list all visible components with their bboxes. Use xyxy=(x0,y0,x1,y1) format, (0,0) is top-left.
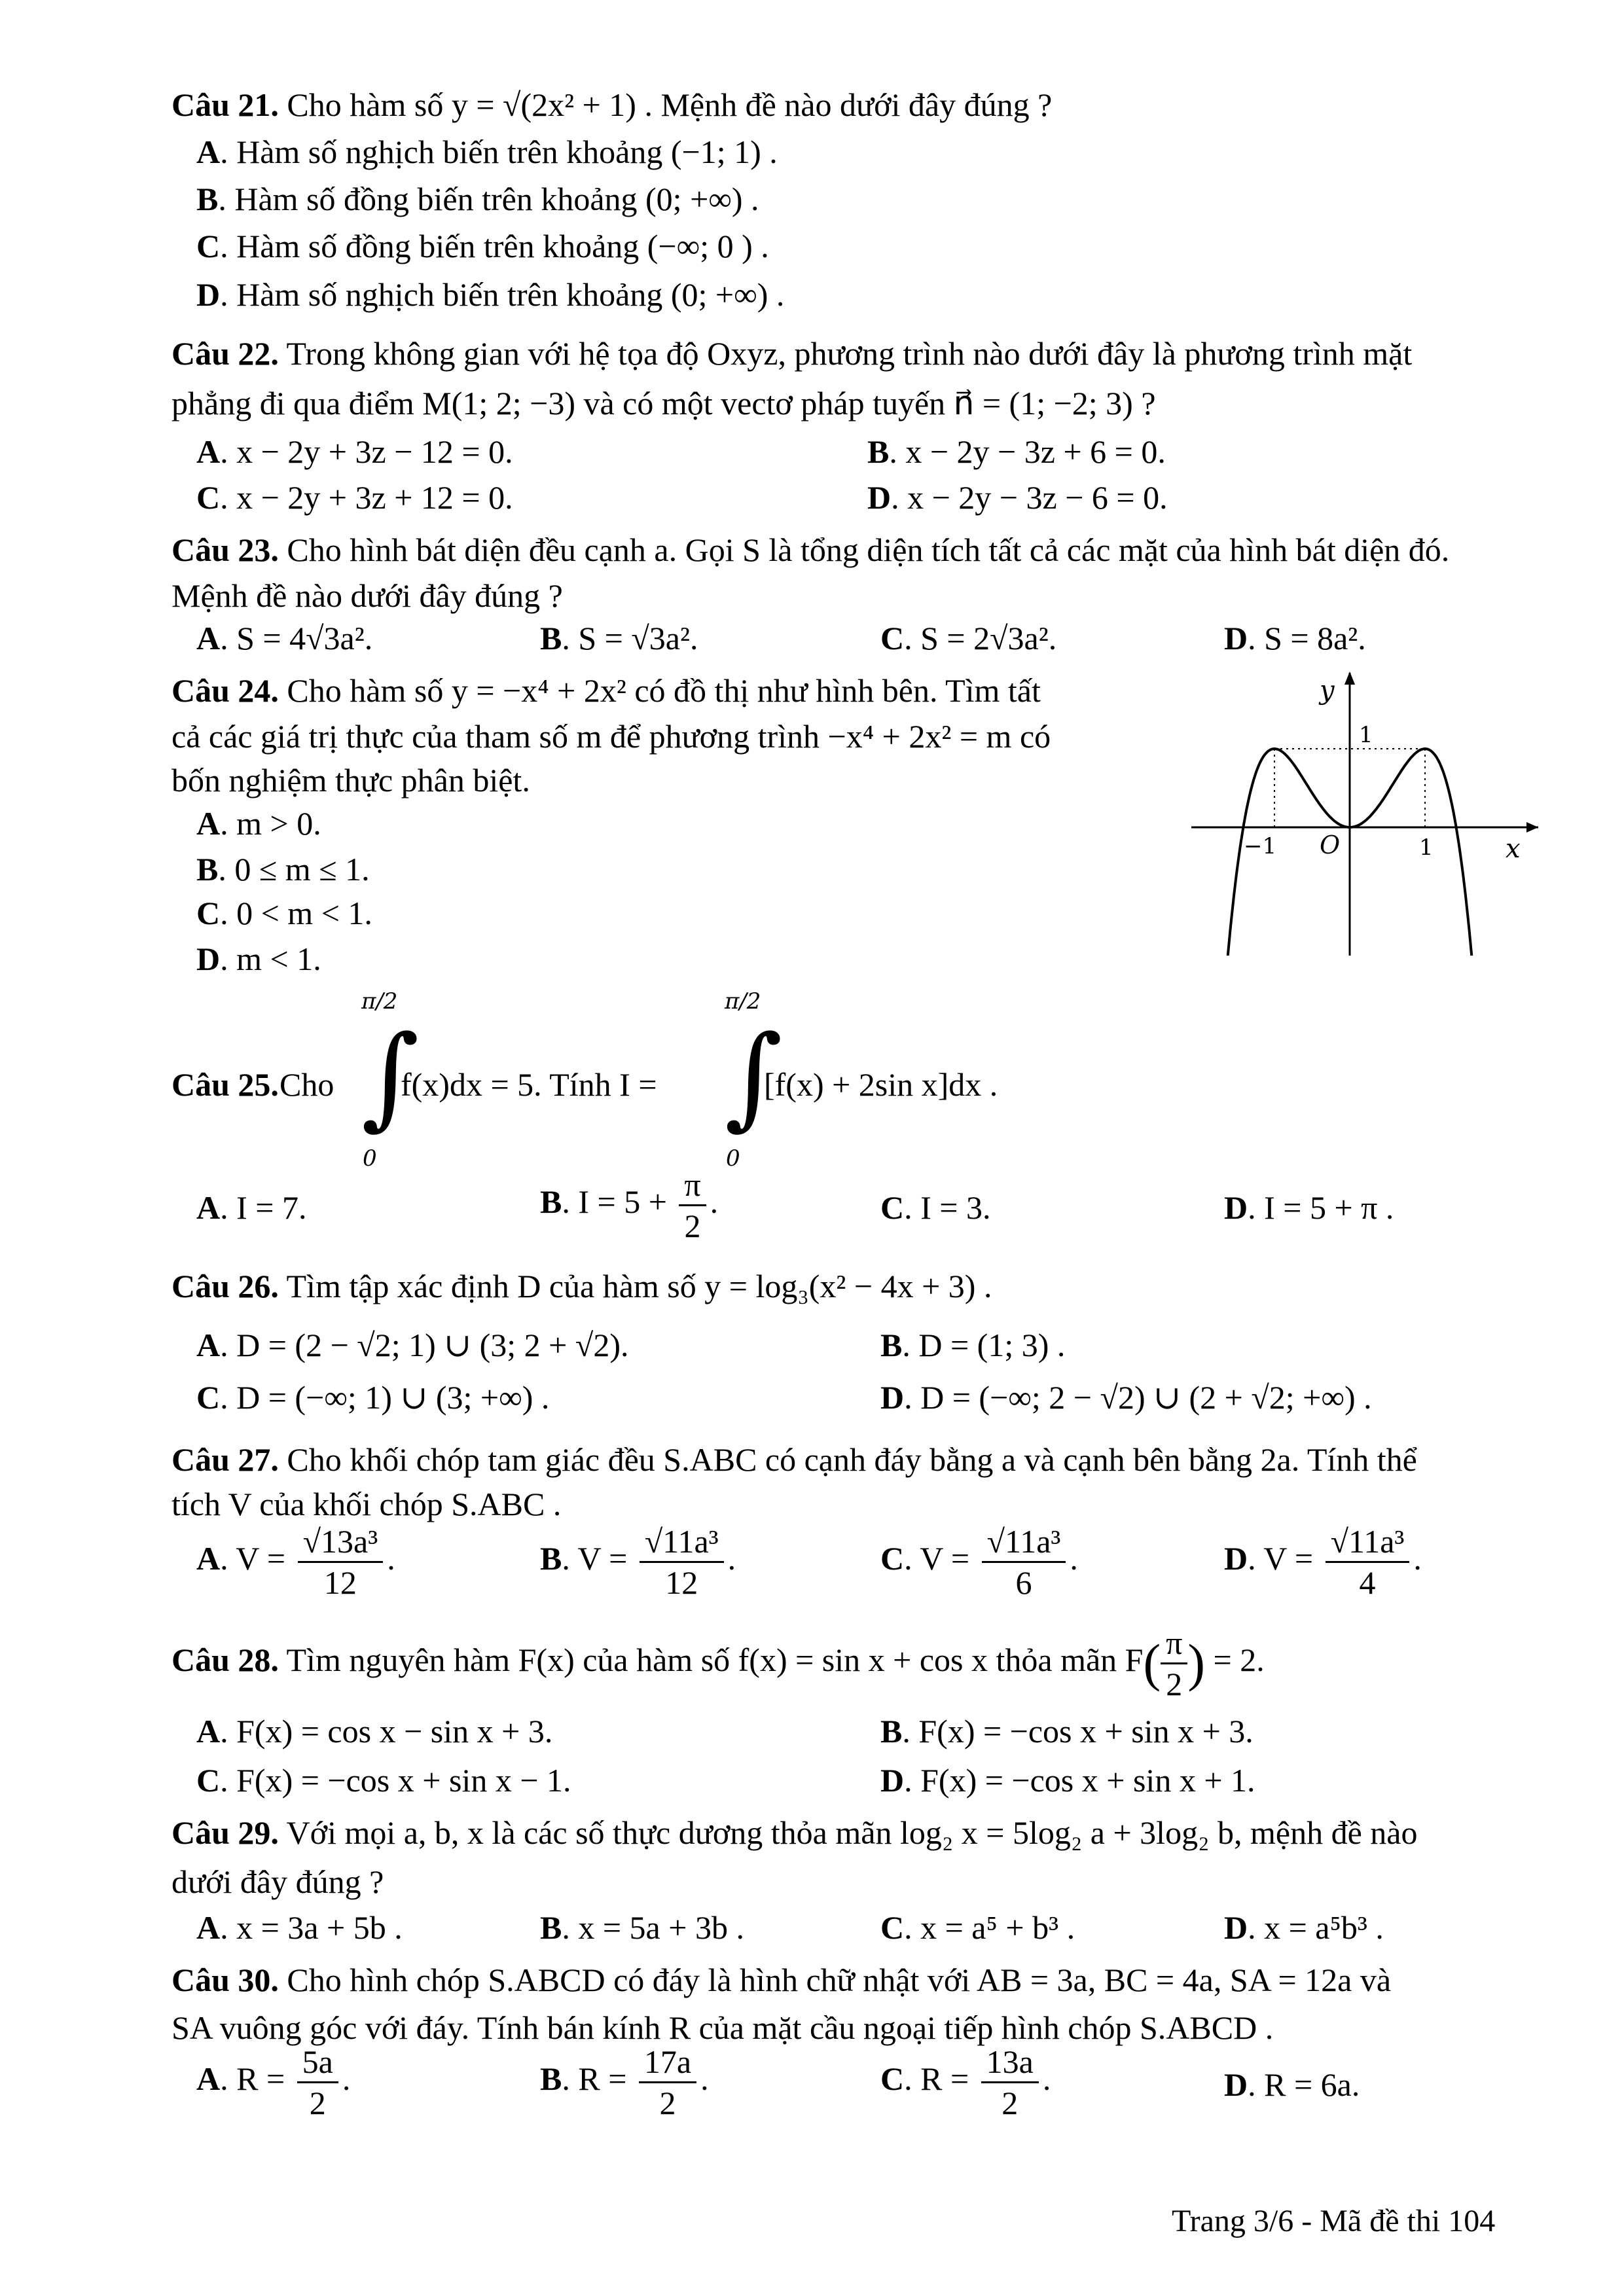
q26-option-c: C. D = (−∞; 1) ∪ (3; +∞) . xyxy=(196,1379,550,1416)
q23-option-b: B. S = √3a². xyxy=(540,620,698,656)
y-axis-label: y xyxy=(1320,675,1335,706)
q24-graph xyxy=(1191,668,1545,956)
q22-option-d: D. x − 2y − 3z − 6 = 0. xyxy=(867,479,1168,516)
q25-option-c: C. I = 3. xyxy=(880,1189,991,1226)
q22-option-a: A. x − 2y + 3z − 12 = 0. xyxy=(196,433,513,470)
q25-lower-1: 0 xyxy=(363,1145,377,1172)
integral-sign-1: ∫ xyxy=(361,1012,420,1141)
q21-text: Cho hàm số y = √(2x² + 1) . Mệnh đề nào dưới đây đúng ? xyxy=(278,86,1053,123)
q26-option-d: D. D = (−∞; 2 − √2) ∪ (2 + √2; +∞) . xyxy=(880,1379,1372,1416)
integral-sign-2: ∫ xyxy=(725,1012,783,1141)
q22-stem-line1: Câu 22. Trong không gian với hệ tọa độ Oxyz, phương trình nào dưới đây là phương trình mặt xyxy=(171,335,1413,372)
q30-option-d: D. R = 6a. xyxy=(1224,2066,1360,2103)
q24-option-c: C. 0 < m < 1. xyxy=(196,895,372,931)
q23-option-a: A. S = 4√3a². xyxy=(196,620,373,656)
q27-option-b: B. V = $\frac{\text{√11a³}}{12}$ . xyxy=(540,1523,736,1601)
q27-stem-line2: tích V của khối chóp S.ABC . xyxy=(171,1486,562,1522)
q30-option-c: C. R = $\frac{13a}{2}$ . xyxy=(880,2043,1051,2121)
q25-label: Câu 25. xyxy=(171,1066,279,1103)
q27-option-d: D. V = $\frac{\text{√11a³}}{4}$ . xyxy=(1224,1523,1422,1601)
q26-label: Câu 26. xyxy=(171,1268,279,1304)
q24-stem-line2: cả các giá trị thực của tham số m để phương trình −x⁴ + 2x² = m có xyxy=(171,718,1051,755)
q30-option-b: B. R = $\frac{17a}{2}$ . xyxy=(540,2043,709,2121)
q30-label: Câu 30. xyxy=(171,1962,279,1998)
q21-option-b: B. Hàm số đồng biến trên khoảng (0; +∞) . xyxy=(196,181,759,217)
q29-option-b: B. x = 5a + 3b . xyxy=(540,1909,744,1946)
q22-label: Câu 22. xyxy=(171,335,279,372)
x-tick-neg-one: −1 xyxy=(1244,833,1277,859)
q26-option-a: A. D = (2 − √2; 1) ∪ (3; 2 + √2). xyxy=(196,1327,629,1363)
q28-option-d: D. F(x) = −cos x + sin x + 1. xyxy=(880,1762,1255,1799)
q21-option-c: C. Hàm số đồng biến trên khoảng (−∞; 0 ) . xyxy=(196,228,769,264)
q25-option-b: B. I = 5 + $\frac{\pi}{2}$ . xyxy=(540,1166,719,1244)
q22-stem-line2: phẳng đi qua điểm M(1; 2; −3) và có một vectơ pháp tuyến n⃗ = (1; −2; 3) ? xyxy=(171,385,1156,422)
q25-option-a: A. I = 7. xyxy=(196,1189,307,1226)
y-axis-arrow xyxy=(1344,672,1355,685)
q29-stem-line1: Câu 29. Với mọi a, b, x là các số thực dương thỏa mãn log₂ x = 5log₂ a + 3log₂ b, mệnh đề nào xyxy=(171,1814,1418,1851)
q25-option-d: D. I = 5 + π . xyxy=(1224,1189,1394,1226)
q22-option-b: B. x − 2y − 3z + 6 = 0. xyxy=(867,433,1166,470)
q24-stem-line1: Câu 24. Cho hàm số y = −x⁴ + 2x² có đồ thị như hình bên. Tìm tất xyxy=(171,672,1041,709)
q27-label: Câu 27. xyxy=(171,1441,279,1478)
q28-option-a: A. F(x) = cos x − sin x + 3. xyxy=(196,1713,553,1749)
q24-option-a: A. m > 0. xyxy=(196,805,321,842)
q27-stem-line1: Câu 27. Cho khối chóp tam giác đều S.ABC có cạnh đáy bằng a và cạnh bên bằng 2a. Tính thể xyxy=(171,1441,1417,1478)
q23-label: Câu 23. xyxy=(171,531,279,568)
q29-option-a: A. x = 3a + 5b . xyxy=(196,1909,403,1946)
q25-upper-2: π/2 xyxy=(725,988,761,1014)
x-axis-arrow xyxy=(1526,822,1538,833)
q23-option-d: D. S = 8a². xyxy=(1224,620,1366,656)
q30-option-a: A. R = $\frac{5a}{2}$ . xyxy=(196,2043,351,2121)
q28-option-c: C. F(x) = −cos x + sin x − 1. xyxy=(196,1762,571,1799)
q26-stem: Câu 26. Tìm tập xác định D của hàm số y = log₃(x² − 4x + 3) . xyxy=(171,1268,992,1304)
q30-stem-line1: Câu 30. Cho hình chóp S.ABCD có đáy là hình chữ nhật với AB = 3a, BC = 4a, SA = 12a và xyxy=(171,1962,1392,1998)
q21-stem xyxy=(171,85,1052,124)
q26-option-b: B. D = (1; 3) . xyxy=(880,1327,1066,1363)
q27-option-a: A. V = $\frac{\text{√13a³}}{12}$ . xyxy=(196,1523,395,1601)
page-footer: Trang 3/6 - Mã đề thi 104 xyxy=(1172,2204,1496,2238)
q24-stem-line3: bốn nghiệm thực phân biệt. xyxy=(171,762,530,798)
q24-label: Câu 24. xyxy=(171,672,279,709)
q25-lower-2: 0 xyxy=(726,1145,740,1172)
q24-option-d: D. m < 1. xyxy=(196,941,321,977)
q21-option-a: A. Hàm số nghịch biến trên khoảng (−1; 1) . xyxy=(196,134,778,170)
x-tick-one: 1 xyxy=(1419,834,1434,861)
q29-stem-line2: dưới đây đúng ? xyxy=(171,1863,384,1900)
q25-upper-1: π/2 xyxy=(361,988,398,1014)
q30-stem-line2: SA vuông góc với đáy. Tính bán kính R của mặt cầu ngoại tiếp hình chóp S.ABCD . xyxy=(171,2009,1274,2046)
q23-stem-line2: Mệnh đề nào dưới đây đúng ? xyxy=(171,577,563,614)
q27-option-c: C. V = $\frac{\text{√11a³}}{6}$ . xyxy=(880,1523,1078,1601)
q21-option-d: D. Hàm số nghịch biến trên khoảng (0; +∞) . xyxy=(196,276,785,313)
q23-option-c: C. S = 2√3a². xyxy=(880,620,1057,656)
q23-stem-line1: Câu 23. Cho hình bát diện đều cạnh a. Gọi S là tổng diện tích tất cả các mặt của hình bát diện đó. xyxy=(171,531,1450,568)
q28-option-b: B. F(x) = −cos x + sin x + 3. xyxy=(880,1713,1254,1749)
q21-label: Câu 21. xyxy=(171,86,279,123)
x-axis-label: x xyxy=(1506,834,1521,864)
q22-option-c: C. x − 2y + 3z + 12 = 0. xyxy=(196,479,513,516)
origin-label: O xyxy=(1320,831,1341,859)
q28-stem: Câu 28. Tìm nguyên hàm F(x) của hàm số f(x) = sin x + cos x thỏa mãn F( $\frac{\pi}{2}$ ) = 2. xyxy=(171,1624,1265,1702)
q24-option-b: B. 0 ≤ m ≤ 1. xyxy=(196,851,370,888)
q25-stem: Câu 25. Cho π/2 ∫ 0 f(x)dx = 5. Tính I = π/2 ∫ 0 [f(x) + 2sin x]dx . xyxy=(171,988,998,1172)
y-tick-one: 1 xyxy=(1359,722,1373,748)
q29-option-d: D. x = a⁵b³ . xyxy=(1224,1909,1384,1946)
q28-label: Câu 28. xyxy=(171,1641,279,1678)
q29-option-c: C. x = a⁵ + b³ . xyxy=(880,1909,1075,1946)
q29-label: Câu 29. xyxy=(171,1814,279,1851)
